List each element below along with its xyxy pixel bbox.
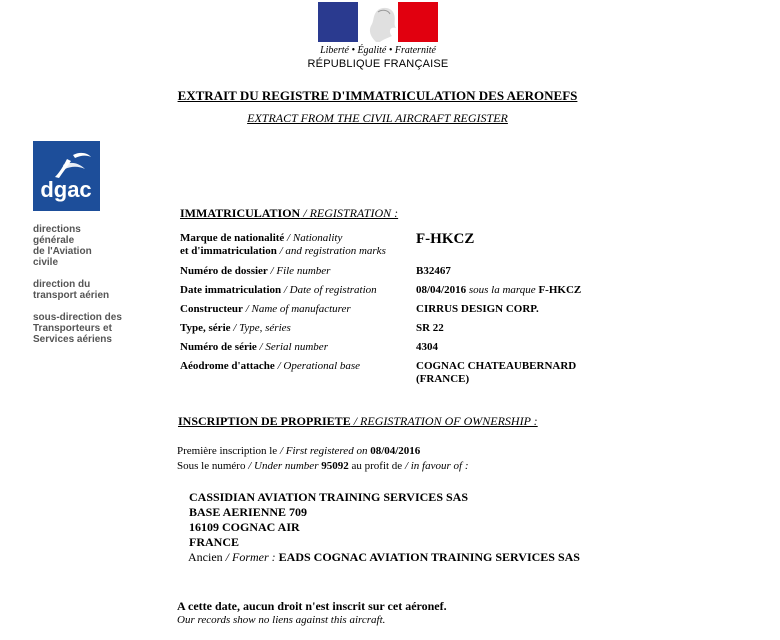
dgac-logo-text: dgac bbox=[40, 177, 92, 202]
republic-motto: Liberté • Égalité • Fraternité bbox=[320, 45, 436, 56]
label-en: / and registration marks bbox=[276, 245, 386, 257]
sidebar-text: direction du bbox=[33, 279, 91, 290]
text-fr: Première inscription le bbox=[177, 445, 278, 457]
base-line: COGNAC CHATEAUBERNARD bbox=[416, 360, 577, 372]
value-serial-number: 4304 bbox=[416, 341, 438, 353]
label-en: / File number bbox=[267, 265, 331, 277]
sidebar-text: Services aériens bbox=[33, 334, 112, 345]
marianne-logo bbox=[318, 2, 438, 42]
label-file-number bbox=[180, 265, 330, 278]
label-en: / Serial number bbox=[256, 341, 328, 353]
dgac-logo bbox=[33, 141, 100, 211]
sidebar-text: civile bbox=[33, 257, 59, 268]
label-fr: Numéro de dossier bbox=[180, 265, 268, 277]
value-manufacturer: CIRRUS DESIGN CORP. bbox=[416, 303, 539, 315]
ownership-number: 95092 bbox=[321, 460, 349, 472]
heading-en: / REGISTRATION : bbox=[300, 206, 399, 220]
owner-address bbox=[189, 490, 468, 550]
owner-line: BASE AERIENNE 709 bbox=[189, 505, 308, 519]
registration-heading bbox=[180, 206, 398, 221]
label-manufacturer bbox=[180, 303, 351, 316]
heading-fr: IMMATRICULATION bbox=[180, 206, 301, 220]
republic-name: RÉPUBLIQUE FRANÇAISE bbox=[307, 58, 449, 70]
sidebar-text: Transporteurs et bbox=[33, 323, 112, 334]
text-en: / Under number bbox=[245, 460, 322, 472]
date-value: 08/04/2016 bbox=[416, 284, 467, 296]
mark-value: F-HKCZ bbox=[538, 284, 582, 296]
value-registration-date bbox=[416, 284, 581, 297]
text-fr: Ancien bbox=[188, 550, 223, 564]
ownership-heading bbox=[178, 414, 538, 429]
label-en: / Name of manufacturer bbox=[242, 303, 351, 315]
sidebar-text: transport aérien bbox=[33, 290, 110, 301]
label-fr: Type, série bbox=[180, 322, 231, 334]
former-owner bbox=[188, 550, 580, 565]
heading-en: / REGISTRATION OF OWNERSHIP : bbox=[350, 414, 538, 428]
text-en: / Former : bbox=[222, 550, 279, 564]
label-fr: Numéro de série bbox=[180, 341, 257, 353]
label-en: / Nationality bbox=[284, 232, 343, 244]
owner-line: 16109 COGNAC AIR bbox=[189, 520, 300, 534]
text-en: / in favour of : bbox=[402, 460, 469, 472]
label-en: / Date of registration bbox=[281, 284, 377, 296]
heading-fr: INSCRIPTION DE PROPRIETE bbox=[178, 414, 351, 428]
value-type: SR 22 bbox=[416, 322, 444, 334]
base-line: (FRANCE) bbox=[416, 373, 470, 385]
sidebar-subdirection bbox=[33, 312, 143, 345]
sidebar-directorate bbox=[33, 224, 143, 268]
label-fr: Constructeur bbox=[180, 303, 243, 315]
label-serial-number bbox=[180, 341, 328, 354]
under-number-line bbox=[177, 460, 469, 472]
sidebar-text: directions bbox=[33, 224, 81, 235]
label-nationality-marks bbox=[180, 232, 386, 258]
under-mark-text: sous la marque bbox=[466, 284, 539, 296]
sidebar-text: générale bbox=[33, 235, 75, 246]
liens-statement-fr: A cette date, aucun droit n'est inscrit sur cet aéronef. bbox=[177, 599, 447, 613]
text-fr: au profit de bbox=[348, 460, 403, 472]
sidebar-text: de l'Aviation bbox=[33, 246, 92, 257]
label-registration-date bbox=[180, 284, 377, 297]
label-en: / Operational base bbox=[274, 360, 361, 372]
text-en: / First registered on bbox=[277, 445, 371, 457]
former-name: EADS COGNAC AVIATION TRAINING SERVICES SAS bbox=[278, 550, 580, 564]
sidebar-direction bbox=[33, 279, 143, 301]
text-fr: Sous le numéro bbox=[177, 460, 246, 472]
value-registration-mark: F-HKCZ bbox=[416, 231, 475, 247]
label-operational-base bbox=[180, 360, 360, 373]
label-en: / Type, séries bbox=[230, 322, 291, 334]
document-subtitle: EXTRACT FROM THE CIVIL AIRCRAFT REGISTER bbox=[247, 111, 508, 125]
label-type bbox=[180, 322, 291, 335]
first-registered-line bbox=[177, 445, 420, 457]
document-title: EXTRAIT DU REGISTRE D'IMMATRICULATION DES AERONEFS bbox=[177, 88, 578, 103]
label-fr: et d'immatriculation bbox=[180, 245, 277, 257]
first-date: 08/04/2016 bbox=[370, 445, 421, 457]
label-fr: Aéodrome d'attache bbox=[180, 360, 275, 372]
value-operational-base bbox=[416, 360, 576, 386]
value-file-number: B32467 bbox=[416, 265, 451, 277]
owner-line: FRANCE bbox=[189, 535, 239, 549]
sidebar-text: sous-direction des bbox=[33, 312, 122, 323]
liens-statement-en: Our records show no liens against this aircraft. bbox=[177, 614, 386, 626]
owner-line: CASSIDIAN AVIATION TRAINING SERVICES SAS bbox=[189, 490, 468, 504]
label-fr: Marque de nationalité bbox=[180, 232, 285, 244]
label-fr: Date immatriculation bbox=[180, 284, 282, 296]
